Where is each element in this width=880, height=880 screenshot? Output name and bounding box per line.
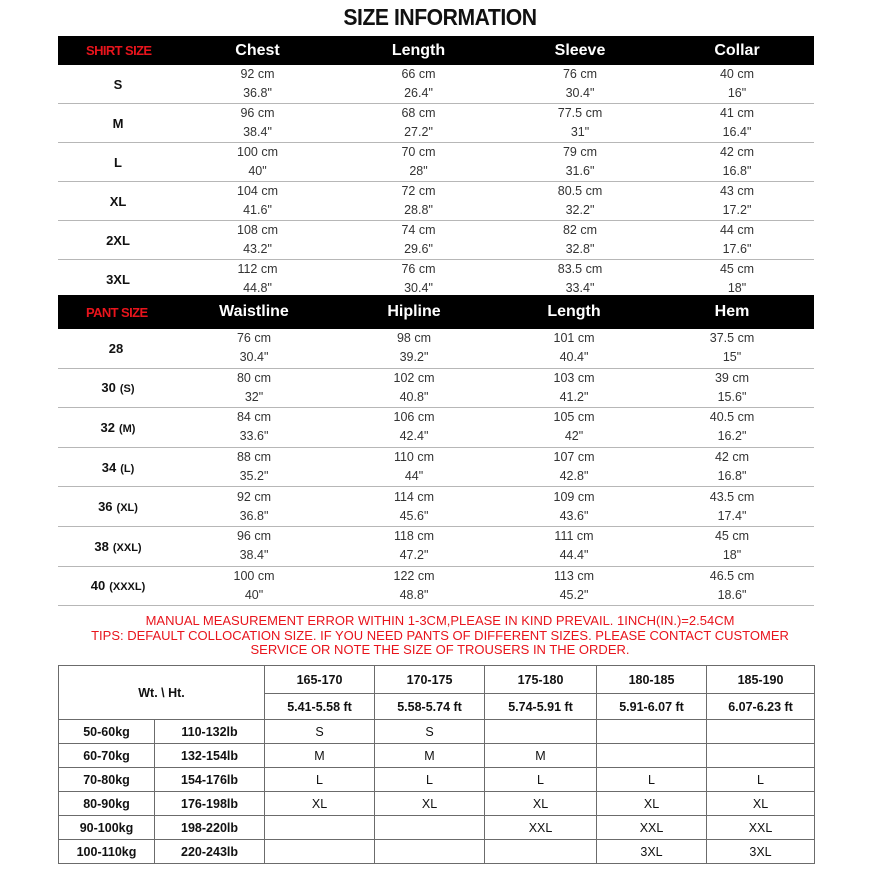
cm-value: 42 cm	[719, 145, 755, 159]
inch-value: 33.4"	[565, 281, 595, 295]
shirt-sleeve-cell	[500, 260, 660, 299]
pant-length-cell	[498, 566, 650, 606]
size-cell: 3XL	[597, 840, 707, 864]
cm-value: 101 cm	[553, 331, 595, 346]
cm-value: 100 cm	[237, 145, 278, 159]
cm-value: 83.5 cm	[557, 262, 603, 276]
pant-size-label	[58, 566, 178, 606]
inch-value: 17.4"	[717, 508, 747, 523]
pant-waistline-cell	[178, 566, 330, 606]
inch-value: 16"	[727, 86, 747, 100]
cm-value: 79 cm	[562, 145, 598, 159]
size-cell	[375, 840, 485, 864]
pant-size-label	[58, 526, 178, 566]
table-row	[58, 566, 814, 606]
shirt-size-label: S	[58, 65, 178, 104]
pant-size-number: 28	[108, 340, 124, 356]
size-cell: S	[375, 720, 485, 744]
size-cell	[597, 744, 707, 768]
height-ft-cell: 5.74-5.91 ft	[485, 694, 597, 720]
size-cell	[707, 720, 815, 744]
pant-hipline-cell	[330, 368, 498, 408]
shirt-collar-cell	[660, 221, 814, 260]
inch-value: 40.8"	[399, 389, 429, 404]
table-row	[59, 840, 815, 864]
shirt-chest-cell	[178, 260, 337, 299]
pant-hipline-cell	[330, 526, 498, 566]
size-cell: XL	[265, 792, 375, 816]
cm-value: 70 cm	[401, 145, 436, 159]
size-cell: L	[375, 768, 485, 792]
inch-value: 16.2"	[717, 429, 747, 444]
inch-value: 32.8"	[565, 242, 595, 256]
cm-value: 82 cm	[562, 223, 598, 237]
weight-kg-cell: 100-110kg	[59, 840, 155, 864]
cm-value: 88 cm	[236, 450, 272, 465]
pant-waistline-cell	[178, 329, 330, 368]
table-row	[59, 816, 815, 840]
pant-size-letter: (XXL)	[112, 541, 142, 554]
pant-size-label	[58, 408, 178, 448]
table-row	[58, 447, 814, 487]
shirt-collar-cell	[660, 260, 814, 299]
pant-hipline-cell	[330, 408, 498, 448]
inch-value: 44.8"	[243, 281, 272, 295]
shirt-size-label: 2XL	[58, 221, 178, 260]
weight-lb-cell: 110-132lb	[155, 720, 265, 744]
weight-kg-cell: 80-90kg	[59, 792, 155, 816]
pant-waistline-cell	[178, 408, 330, 448]
inch-value: 17.6"	[722, 242, 752, 256]
cm-value: 77.5 cm	[557, 106, 603, 120]
shirt-header-length: Length	[337, 36, 500, 65]
table-row	[58, 65, 814, 104]
cm-value: 112 cm	[237, 262, 278, 276]
size-cell: XL	[597, 792, 707, 816]
cm-value: 76 cm	[401, 262, 436, 276]
pant-size-letter: (L)	[120, 462, 135, 475]
shirt-sleeve-cell	[500, 221, 660, 260]
weight-lb-cell: 198-220lb	[155, 816, 265, 840]
size-cell: L	[597, 768, 707, 792]
shirt-collar-cell	[660, 182, 814, 221]
pant-waistline-cell	[178, 368, 330, 408]
inch-value: 30.4"	[565, 86, 595, 100]
cm-value: 46.5 cm	[709, 568, 755, 583]
inch-value: 45.6"	[399, 508, 429, 523]
inch-value: 30.4"	[239, 350, 269, 365]
weight-lb-cell: 220-243lb	[155, 840, 265, 864]
inch-value: 43.2"	[243, 242, 272, 256]
pant-size-number: 36	[98, 499, 113, 515]
pant-size-number: 32	[100, 419, 115, 435]
height-cm-cell: 180-185	[597, 666, 707, 694]
table-row	[58, 104, 814, 143]
pant-hipline-cell	[330, 329, 498, 368]
table-row	[58, 221, 814, 260]
shirt-chest-cell	[178, 65, 337, 104]
inch-value: 42.8"	[559, 469, 589, 484]
pant-length-cell	[498, 487, 650, 527]
pant-size-label	[58, 487, 178, 527]
pant-size-table	[58, 295, 814, 606]
cm-value: 108 cm	[237, 223, 278, 237]
cm-value: 74 cm	[401, 223, 436, 237]
inch-value: 48.8"	[399, 587, 429, 602]
inch-value: 40"	[244, 587, 264, 602]
pant-size-number: 40	[90, 578, 106, 594]
cm-value: 40.5 cm	[709, 410, 755, 425]
inch-value: 40.4"	[559, 350, 589, 365]
cm-value: 106 cm	[393, 410, 435, 425]
pant-header-hem: Hem	[650, 295, 814, 329]
height-cm-cell: 175-180	[485, 666, 597, 694]
inch-value: 38.4"	[243, 125, 272, 139]
cm-value: 104 cm	[237, 184, 278, 198]
size-cell: M	[265, 744, 375, 768]
cm-value: 45 cm	[714, 529, 750, 544]
cm-value: 103 cm	[553, 370, 595, 385]
pant-hem-cell	[650, 447, 814, 487]
weight-kg-cell: 50-60kg	[59, 720, 155, 744]
pant-length-cell	[498, 329, 650, 368]
size-cell	[485, 840, 597, 864]
cm-value: 72 cm	[401, 184, 436, 198]
pant-size-letter: (XL)	[116, 502, 138, 515]
pant-size-label	[58, 368, 178, 408]
shirt-sleeve-cell	[500, 182, 660, 221]
weight-lb-cell: 154-176lb	[155, 768, 265, 792]
cm-value: 76 cm	[236, 331, 272, 346]
pant-size-number: 30	[101, 380, 116, 396]
height-cm-cell: 170-175	[375, 666, 485, 694]
shirt-size-tag: SHIRT SIZE	[58, 36, 178, 65]
size-cell: 3XL	[707, 840, 815, 864]
inch-value: 44"	[404, 469, 424, 484]
size-cell: XXL	[597, 816, 707, 840]
pant-size-tag: PANT SIZE	[58, 295, 178, 329]
shirt-length-cell	[337, 104, 500, 143]
size-cell	[485, 720, 597, 744]
inch-value: 17.2"	[722, 203, 752, 217]
inch-value: 41.2"	[559, 389, 589, 404]
cm-value: 41 cm	[719, 106, 755, 120]
pant-hipline-cell	[330, 566, 498, 606]
inch-value: 47.2"	[399, 548, 429, 563]
measurement-notice	[0, 614, 880, 658]
shirt-chest-cell	[178, 182, 337, 221]
shirt-header-collar: Collar	[660, 36, 814, 65]
shirt-header-sleeve: Sleeve	[500, 36, 660, 65]
pant-size-letter: (XXXL)	[109, 581, 146, 594]
shirt-length-cell	[337, 182, 500, 221]
weight-height-corner: Wt. \ Ht.	[59, 666, 265, 720]
inch-value: 16.8"	[717, 469, 747, 484]
cm-value: 96 cm	[236, 529, 272, 544]
cm-value: 114 cm	[393, 489, 435, 504]
pant-length-cell	[498, 526, 650, 566]
cm-value: 44 cm	[719, 223, 755, 237]
shirt-chest-cell	[178, 221, 337, 260]
shirt-sleeve-cell	[500, 143, 660, 182]
pant-length-cell	[498, 408, 650, 448]
size-cell	[265, 840, 375, 864]
cm-value: 113 cm	[553, 568, 595, 583]
size-cell	[265, 816, 375, 840]
inch-value: 32"	[244, 389, 264, 404]
shirt-size-label: 3XL	[58, 260, 178, 299]
weight-lb-cell: 176-198lb	[155, 792, 265, 816]
height-ft-cell: 6.07-6.23 ft	[707, 694, 815, 720]
table-row	[58, 408, 814, 448]
height-cm-cell: 185-190	[707, 666, 815, 694]
table-row	[58, 526, 814, 566]
size-cell: M	[485, 744, 597, 768]
table-row	[58, 329, 814, 368]
weight-kg-cell: 70-80kg	[59, 768, 155, 792]
inch-value: 39.2"	[399, 350, 429, 365]
cm-value: 68 cm	[401, 106, 436, 120]
pant-length-cell	[498, 447, 650, 487]
inch-value: 31.6"	[565, 164, 595, 178]
cm-value: 45 cm	[719, 262, 755, 276]
pant-hem-cell	[650, 329, 814, 368]
shirt-header-row	[58, 36, 814, 65]
inch-value: 40"	[248, 164, 267, 178]
inch-value: 18"	[727, 281, 747, 295]
inch-value: 15"	[722, 350, 742, 365]
table-row	[59, 768, 815, 792]
shirt-size-table	[58, 36, 814, 299]
inch-value: 45.2"	[559, 587, 589, 602]
cm-value: 43 cm	[719, 184, 755, 198]
inch-value: 18"	[722, 548, 742, 563]
cm-value: 122 cm	[393, 568, 435, 583]
size-cell: L	[265, 768, 375, 792]
inch-value: 42"	[564, 429, 584, 444]
inch-value: 26.4"	[404, 86, 433, 100]
shirt-length-cell	[337, 65, 500, 104]
weight-kg-cell: 60-70kg	[59, 744, 155, 768]
table-row	[59, 744, 815, 768]
pant-hipline-cell	[330, 487, 498, 527]
pant-waistline-cell	[178, 526, 330, 566]
pant-hem-cell	[650, 368, 814, 408]
height-ft-cell: 5.91-6.07 ft	[597, 694, 707, 720]
pant-size-letter: (S)	[119, 383, 135, 396]
shirt-length-cell	[337, 143, 500, 182]
shirt-sleeve-cell	[500, 104, 660, 143]
inch-value: 29.6"	[404, 242, 433, 256]
inch-value: 18.6"	[717, 587, 747, 602]
pant-hipline-cell	[330, 447, 498, 487]
table-row	[59, 792, 815, 816]
size-cell: M	[375, 744, 485, 768]
size-cell: XXL	[707, 816, 815, 840]
cm-value: 42 cm	[714, 450, 750, 465]
cm-value: 37.5 cm	[709, 331, 755, 346]
size-cell: XL	[707, 792, 815, 816]
notice-line: SERVICE OR NOTE THE SIZE OF TROUSERS IN THE ORDER.	[250, 642, 630, 658]
pant-size-number: 38	[94, 538, 109, 554]
table-row	[58, 368, 814, 408]
height-weight-size-chart	[58, 665, 815, 864]
inch-value: 43.6"	[559, 508, 589, 523]
cm-value: 118 cm	[393, 529, 435, 544]
page-title: SIZE INFORMATION	[343, 4, 537, 30]
cm-value: 96 cm	[240, 106, 275, 120]
inch-value: 36.8"	[243, 86, 272, 100]
inch-value: 31"	[570, 125, 590, 139]
cm-value: 105 cm	[553, 410, 595, 425]
size-cell	[375, 816, 485, 840]
inch-value: 36.8"	[239, 508, 269, 523]
inch-value: 32.2"	[565, 203, 595, 217]
cm-value: 100 cm	[233, 568, 275, 583]
inch-value: 16.4"	[722, 125, 752, 139]
inch-value: 16.8"	[722, 164, 752, 178]
shirt-chest-cell	[178, 143, 337, 182]
pant-size-label	[58, 447, 178, 487]
shirt-header-chest: Chest	[178, 36, 337, 65]
cm-value: 40 cm	[719, 67, 755, 81]
pant-hem-cell	[650, 566, 814, 606]
height-cm-row	[59, 666, 815, 694]
weight-lb-cell: 132-154lb	[155, 744, 265, 768]
cm-value: 80 cm	[236, 370, 272, 385]
inch-value: 28.8"	[404, 203, 433, 217]
weight-kg-cell: 90-100kg	[59, 816, 155, 840]
table-row	[58, 260, 814, 299]
notice-line: MANUAL MEASUREMENT ERROR WITHIN 1-3CM,PLEASE IN KIND PREVAIL. 1INCH(IN.)=2.54CM	[145, 613, 735, 628]
table-row	[58, 487, 814, 527]
cm-value: 111 cm	[554, 529, 594, 544]
cm-value: 109 cm	[553, 489, 595, 504]
cm-value: 98 cm	[396, 331, 432, 346]
inch-value: 33.6"	[239, 429, 269, 444]
shirt-size-label: XL	[58, 182, 178, 221]
notice-line: TIPS: DEFAULT COLLOCATION SIZE. IF YOU NEED PANTS OF DIFFERENT SIZES. PLEASE CONTACT CUSTOMER	[91, 627, 789, 643]
pant-hem-cell	[650, 526, 814, 566]
cm-value: 84 cm	[236, 410, 272, 425]
height-ft-cell: 5.58-5.74 ft	[375, 694, 485, 720]
pant-size-number: 34	[101, 459, 117, 475]
inch-value: 44.4"	[559, 548, 589, 563]
shirt-size-label: L	[58, 143, 178, 182]
pant-header-row	[58, 295, 814, 329]
shirt-length-cell	[337, 260, 500, 299]
shirt-collar-cell	[660, 143, 814, 182]
pant-hem-cell	[650, 487, 814, 527]
cm-value: 110 cm	[393, 450, 435, 465]
shirt-collar-cell	[660, 65, 814, 104]
size-cell: XL	[375, 792, 485, 816]
inch-value: 28"	[409, 164, 428, 178]
cm-value: 102 cm	[393, 370, 435, 385]
size-cell: L	[485, 768, 597, 792]
size-cell: XXL	[485, 816, 597, 840]
inch-value: 42.4"	[399, 429, 429, 444]
pant-size-letter: (M)	[118, 422, 136, 435]
size-cell: S	[265, 720, 375, 744]
size-cell	[597, 720, 707, 744]
pant-header-hipline: Hipline	[330, 295, 498, 329]
height-ft-cell: 5.41-5.58 ft	[265, 694, 375, 720]
cm-value: 80.5 cm	[557, 184, 603, 198]
cm-value: 43.5 cm	[709, 489, 755, 504]
pant-waistline-cell	[178, 487, 330, 527]
pant-hem-cell	[650, 408, 814, 448]
shirt-collar-cell	[660, 104, 814, 143]
height-cm-cell: 165-170	[265, 666, 375, 694]
size-cell	[707, 744, 815, 768]
pant-header-length: Length	[498, 295, 650, 329]
cm-value: 66 cm	[401, 67, 436, 81]
cm-value: 92 cm	[240, 67, 275, 81]
size-cell: L	[707, 768, 815, 792]
cm-value: 76 cm	[562, 67, 598, 81]
shirt-sleeve-cell	[500, 65, 660, 104]
pant-header-waistline: Waistline	[178, 295, 330, 329]
pant-size-label	[58, 329, 178, 368]
inch-value: 15.6"	[717, 389, 747, 404]
table-row	[58, 182, 814, 221]
size-cell: XL	[485, 792, 597, 816]
cm-value: 92 cm	[236, 489, 272, 504]
cm-value: 107 cm	[553, 450, 595, 465]
inch-value: 30.4"	[404, 281, 433, 295]
pant-waistline-cell	[178, 447, 330, 487]
pant-length-cell	[498, 368, 650, 408]
shirt-chest-cell	[178, 104, 337, 143]
shirt-size-label: M	[58, 104, 178, 143]
inch-value: 27.2"	[404, 125, 433, 139]
inch-value: 38.4"	[239, 548, 269, 563]
inch-value: 35.2"	[239, 469, 269, 484]
table-row	[59, 720, 815, 744]
inch-value: 41.6"	[243, 203, 272, 217]
shirt-length-cell	[337, 221, 500, 260]
table-row	[58, 143, 814, 182]
cm-value: 39 cm	[714, 370, 750, 385]
